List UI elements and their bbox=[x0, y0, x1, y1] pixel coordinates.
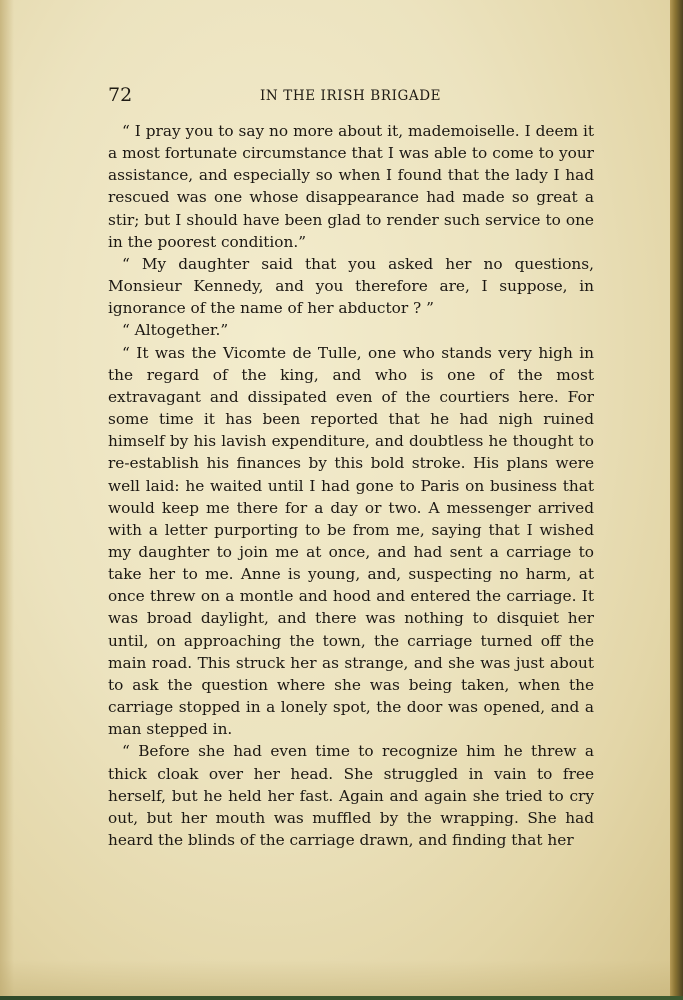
book-edge-right bbox=[670, 0, 683, 1000]
page-number: 72 bbox=[108, 84, 133, 106]
paragraph: “ Altogether.” bbox=[122, 321, 229, 340]
paragraph: “ Before she had even time to recognize him he threw a thick cloak over her head. She struggled in vain to free herself, but he held her fast. Again and again she tried to cry out, but her mouth was muffled by the wrapping. She had heard the blinds of the carriage drawn, and finding that her bbox=[108, 742, 594, 849]
page-bottom-shadow bbox=[0, 960, 670, 1000]
page-gutter-shadow bbox=[0, 0, 14, 1000]
paragraph: “ It was the Vicomte de Tulle, one who stands very high in the regard of the king, and who is one of the most extravagant and dissipated even of the courtiers here. For some time it has been reported that he had nigh ruined himself by his lavish expenditure, and doubtless he thought to re-establish his finances by this bold stroke. His plans were well laid: he waited until I had gone to Paris on business that would keep me there for a day or two. A messenger arrived with a letter purporting to be from me, saying that I wished my daughter to join me at once, and had sent a carriage to take her to me. Anne is young, and, suspecting no harm, at once threw on a montle and hood and entered the carriage. It was broad daylight, and there was nothing to disquiet her until, on approaching the town, the carriage turned off the main road. This struck her as strange, and she was just about to ask the question where she was being taken, when the carriage stopped in a lonely spot, the door was opened, and a man stepped in. bbox=[108, 343, 594, 739]
book-edge-bottom bbox=[0, 996, 683, 1000]
running-title: IN THE IRISH BRIGADE bbox=[260, 88, 442, 104]
paragraph: “ I pray you to say no more about it, mademoiselle. I deem it a most fortunate circumstance that I was able to come to your assistance, and especially so when I found that the lady I had rescued was one whose disappearance had made so great a stir; but I should have been glad to render such service to one in the poorest condition.” bbox=[108, 122, 594, 251]
paragraph: “ My daughter said that you asked her no questions, Monsieur Kennedy, and you therefore are, I suppose, in ignorance of the name of her abductor ? ” bbox=[108, 254, 594, 318]
running-header bbox=[108, 85, 594, 109]
body-text bbox=[108, 120, 594, 851]
